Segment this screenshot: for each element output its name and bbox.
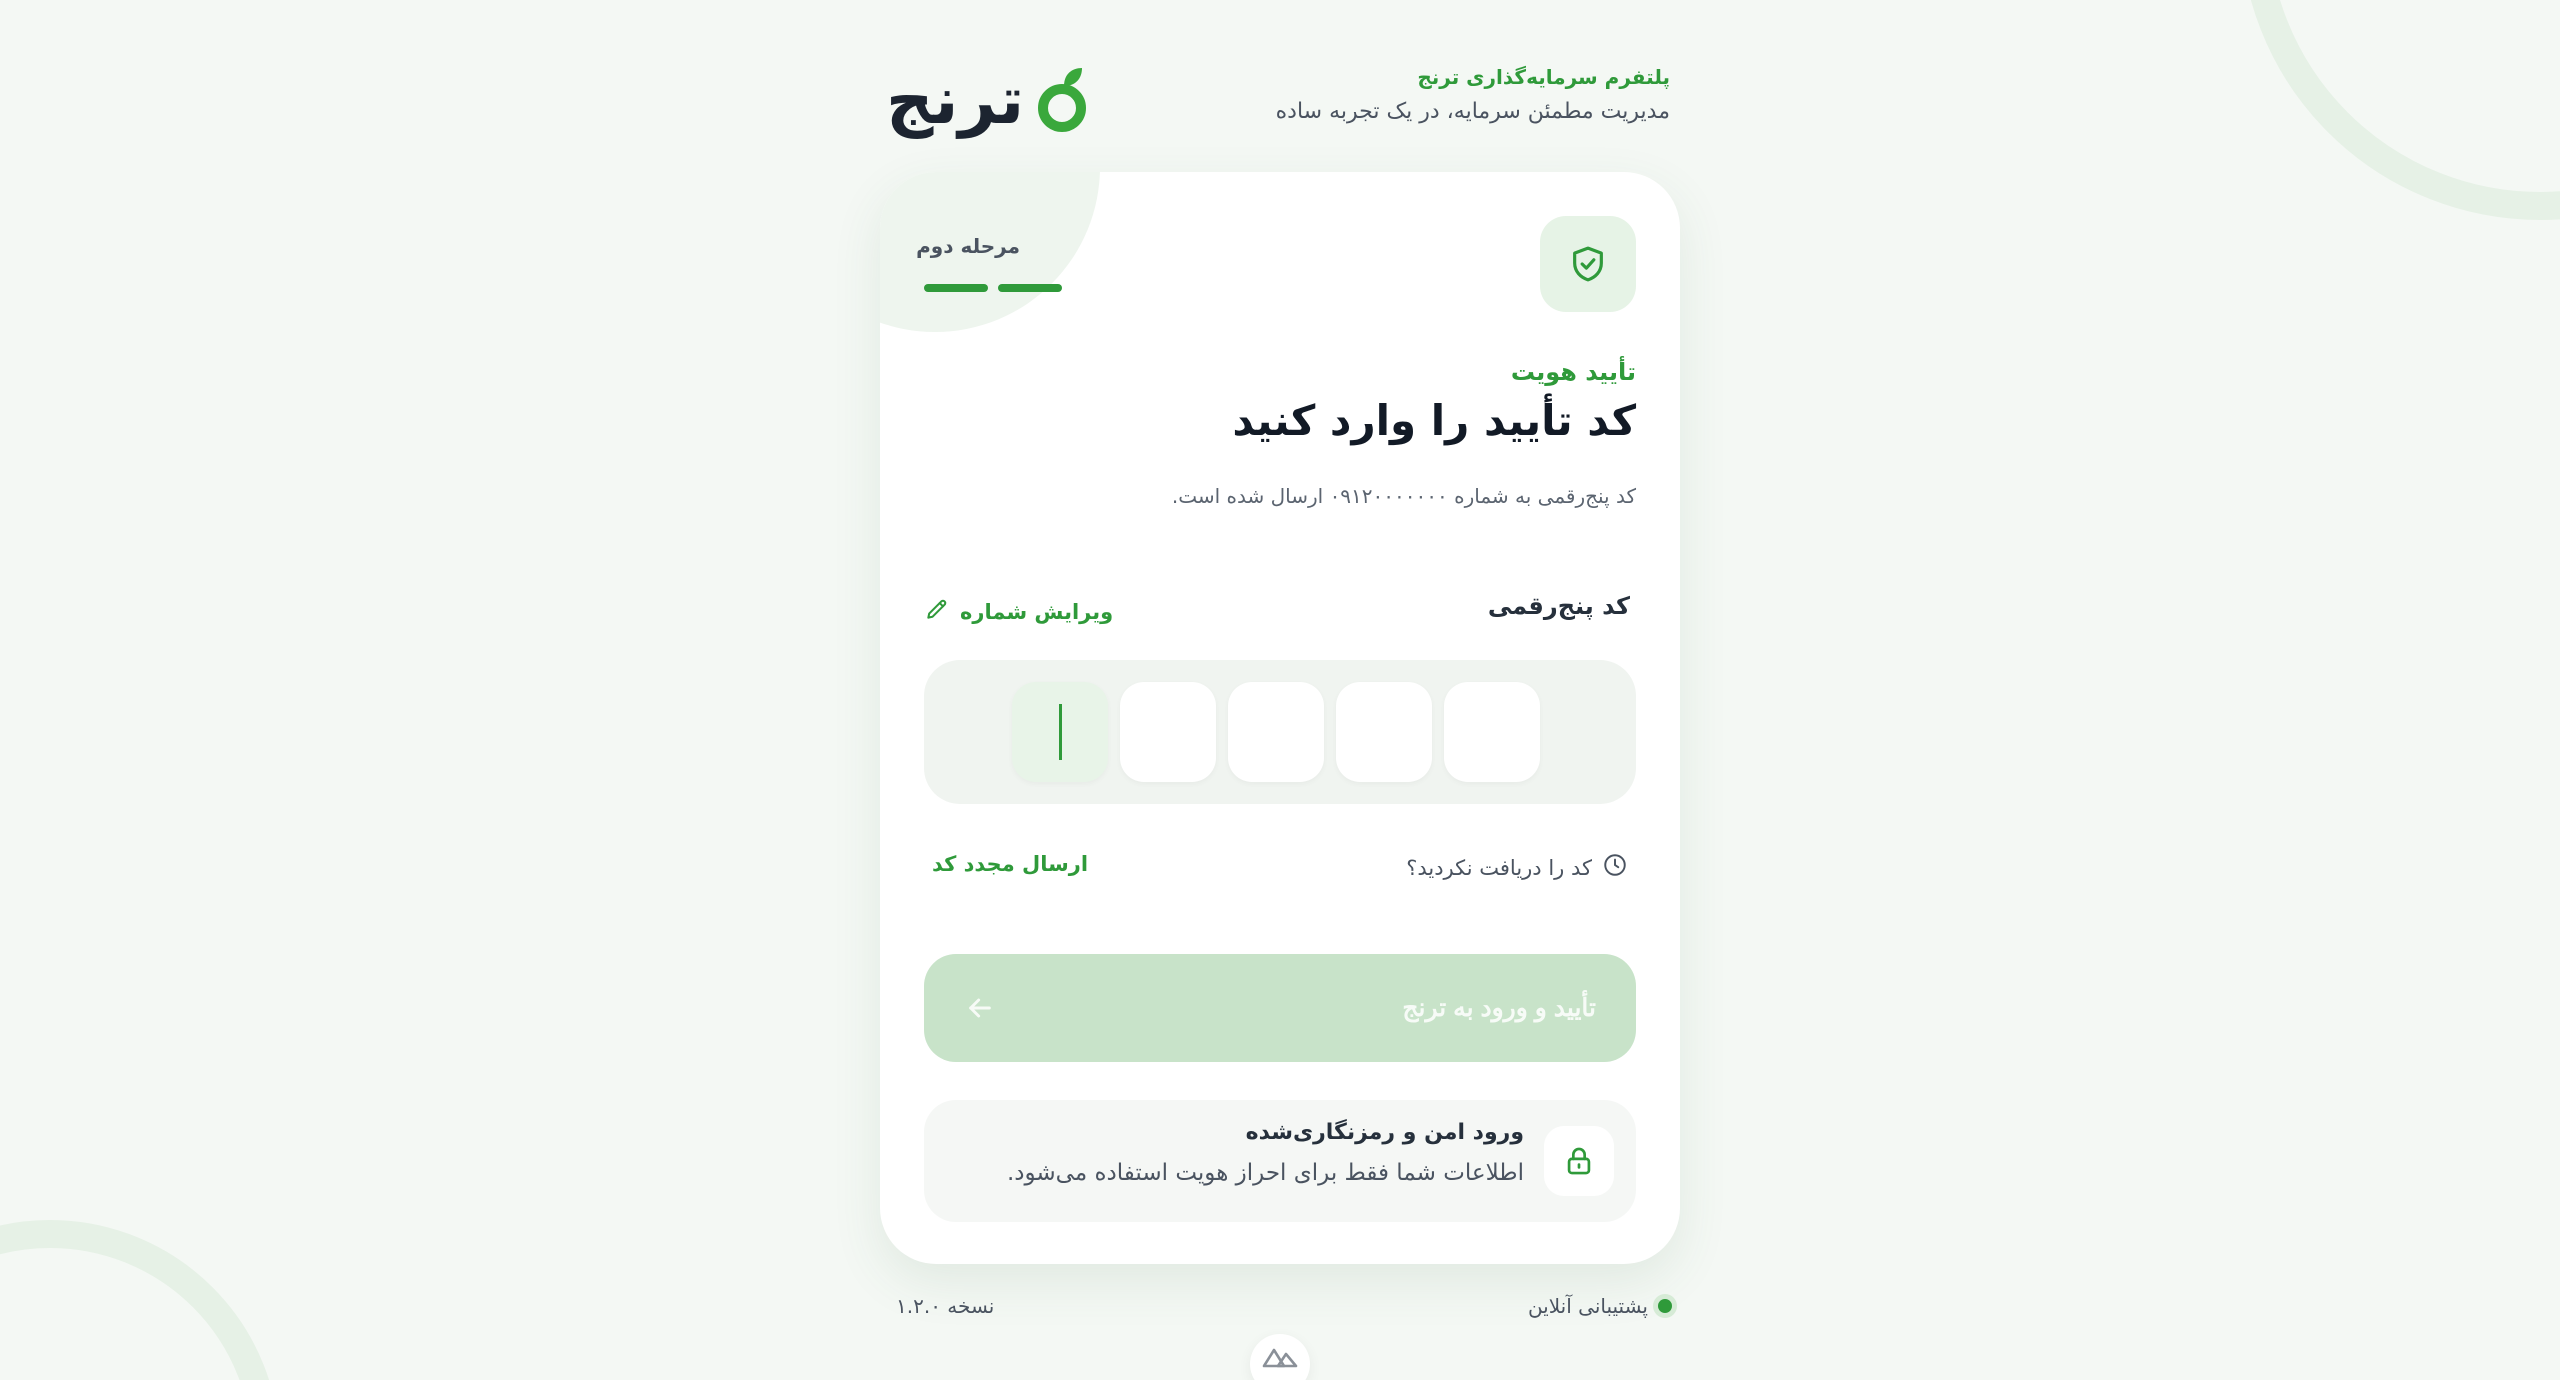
online-status-dot-icon: [1658, 1299, 1672, 1313]
tagline-subtitle: مدیریت مطمئن سرمایه، در یک تجربه ساده: [1275, 99, 1670, 124]
step-bar-1: [998, 284, 1062, 292]
online-support[interactable]: [1528, 1294, 1672, 1318]
otp-label: کد پنج‌رقمی: [1487, 592, 1630, 620]
pencil-icon: [924, 596, 950, 627]
logo[interactable]: [886, 56, 1090, 146]
edit-number-link[interactable]: [924, 596, 1113, 627]
security-subtitle: اطلاعات شما فقط برای احراز هویت استفاده می‌شود.: [1006, 1160, 1524, 1186]
online-support-label: پشتیبانی آنلاین: [1527, 1294, 1648, 1318]
otp-digit-3[interactable]: [1228, 682, 1324, 782]
otp-input-group: [924, 660, 1636, 804]
description: کد پنج‌رقمی به شماره ۰۹۱۲۰۰۰۰۰۰۰ ارسال شده است.: [1171, 484, 1636, 508]
security-title: ورود امن و رمزنگاری‌شده: [1245, 1120, 1524, 1145]
app-version: نسخه ۱.۲.۰: [896, 1294, 995, 1318]
submit-button[interactable]: [924, 954, 1636, 1062]
resend-code-button[interactable]: ارسال مجدد کد: [932, 852, 1089, 876]
step-label: مرحله دوم: [916, 234, 1020, 258]
otp-digit-2[interactable]: [1336, 682, 1432, 782]
leaf-ring-icon: [1034, 66, 1090, 136]
otp-digit-5[interactable]: [1012, 682, 1108, 782]
resend-question: [1406, 852, 1628, 883]
shield-icon: [1540, 216, 1636, 312]
mountain-logo-icon: [1262, 1346, 1298, 1374]
otp-digit-1[interactable]: [1444, 682, 1540, 782]
lock-icon: [1544, 1126, 1614, 1196]
resend-question-text: کد را دریافت نکردید؟: [1406, 855, 1592, 880]
edit-number-label: ویرایش شماره: [960, 599, 1114, 624]
security-notice: [924, 1100, 1636, 1222]
decorative-ring-bottom-left: [0, 1220, 280, 1380]
otp-digit-4[interactable]: [1120, 682, 1216, 782]
arrow-left-icon: [964, 992, 996, 1027]
tagline-title: پلتفرم سرمایه‌گذاری ترنج: [1417, 65, 1670, 89]
text-caret: [1059, 704, 1062, 760]
verification-card: [880, 172, 1680, 1264]
logo-text: ترنج: [886, 62, 1025, 139]
submit-label: تأیید و ورود به ترنج: [1402, 994, 1596, 1022]
clock-icon: [1602, 852, 1628, 883]
decorative-ring-top-right: [2240, 0, 2560, 220]
page-title: کد تأیید را وارد کنید: [1232, 396, 1636, 445]
kicker: تأیید هویت: [1510, 358, 1636, 386]
step-bar-2: [924, 284, 988, 292]
tagline: [1276, 60, 1670, 130]
step-progress: [924, 284, 1062, 292]
header: [880, 56, 1680, 146]
nuxt-devtools-badge[interactable]: [1250, 1334, 1310, 1380]
